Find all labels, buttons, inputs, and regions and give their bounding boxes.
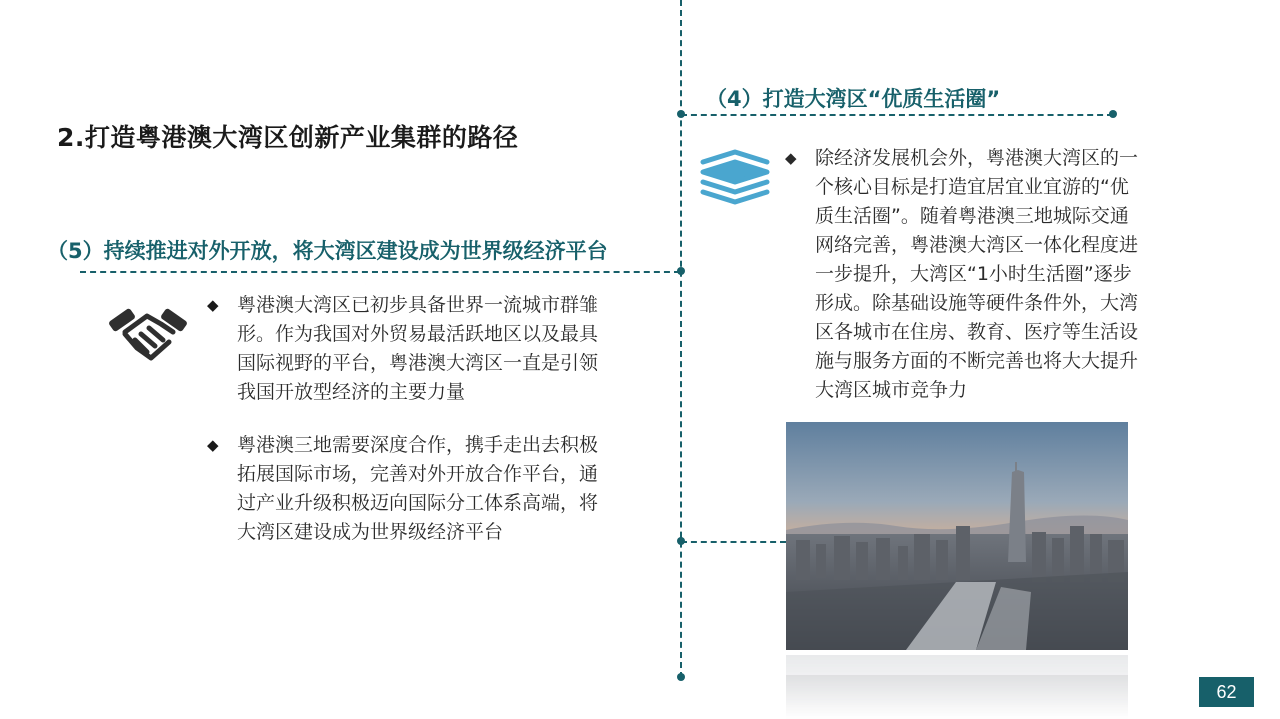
section4-left-dot xyxy=(677,110,685,118)
section4-connector-line xyxy=(681,114,1113,116)
section5-connector-line xyxy=(80,271,680,273)
paragraph-line: 网络完善，粤港澳大湾区一体化程度进 xyxy=(815,234,1139,256)
bullet-line: 国际视野的平台，粤港澳大湾区一直是引领 xyxy=(237,352,599,374)
photo-connector-dot xyxy=(677,537,685,545)
stacked-layers-icon xyxy=(695,144,775,208)
section5-dot xyxy=(677,267,685,275)
paragraph-line: 大湾区城市竞争力 xyxy=(815,379,968,401)
section5-title: （5）持续推进对外开放，将大湾区建设成为世界级经济平台 xyxy=(47,239,608,263)
city-skyline-photo xyxy=(786,422,1128,650)
bullet-diamond-icon: ◆ xyxy=(785,149,797,167)
paragraph-line: 质生活圈”。随着粤港澳三地城际交通 xyxy=(815,205,1129,227)
bullet-diamond-icon: ◆ xyxy=(207,296,219,314)
paragraph-line: 施与服务方面的不断完善也将大大提升 xyxy=(815,350,1139,372)
bullet-line: 过产业升级积极迈向国际分工体系高端，将 xyxy=(237,492,599,514)
bullet-line: 粤港澳大湾区已初步具备世界一流城市群雏 xyxy=(237,294,599,316)
timeline-end-dot xyxy=(677,673,685,681)
bullet-line: 大湾区建设成为世界级经济平台 xyxy=(237,521,504,543)
paragraph-line: 除经济发展机会外，粤港澳大湾区的一 xyxy=(815,147,1139,169)
handshake-icon xyxy=(107,300,189,372)
section5-bullet xyxy=(207,431,677,547)
bullet-line: 拓展国际市场，完善对外开放合作平台，通 xyxy=(237,463,599,485)
bullet-line: 粤港澳三地需要深度合作，携手走出去积极 xyxy=(237,434,599,456)
bullet-line: 形。作为我国对外贸易最活跃地区以及最具 xyxy=(237,323,599,345)
paragraph-line: 区各城市在住房、教育、医疗等生活设 xyxy=(815,321,1139,343)
page-title: 2.打造粤港澳大湾区创新产业集群的路径 xyxy=(57,123,519,152)
section5-bullet xyxy=(207,291,677,407)
section4-paragraph xyxy=(785,144,1180,405)
page-number-badge: 62 xyxy=(1199,677,1254,707)
section4-right-dot xyxy=(1109,110,1117,118)
timeline-vertical-line xyxy=(680,0,682,678)
bullet-diamond-icon: ◆ xyxy=(207,436,219,454)
paragraph-line: 个核心目标是打造宜居宜业宜游的“优 xyxy=(815,176,1129,198)
photo-connector-line xyxy=(681,541,786,543)
paragraph-line: 形成。除基础设施等硬件条件外，大湾 xyxy=(815,292,1139,314)
photo-reflection xyxy=(786,655,1128,719)
bullet-line: 我国开放型经济的主要力量 xyxy=(237,381,466,403)
paragraph-line: 一步提升，大湾区“1小时生活圈”逐步 xyxy=(815,263,1132,285)
section4-title: （4）打造大湾区“优质生活圈” xyxy=(706,87,1001,111)
